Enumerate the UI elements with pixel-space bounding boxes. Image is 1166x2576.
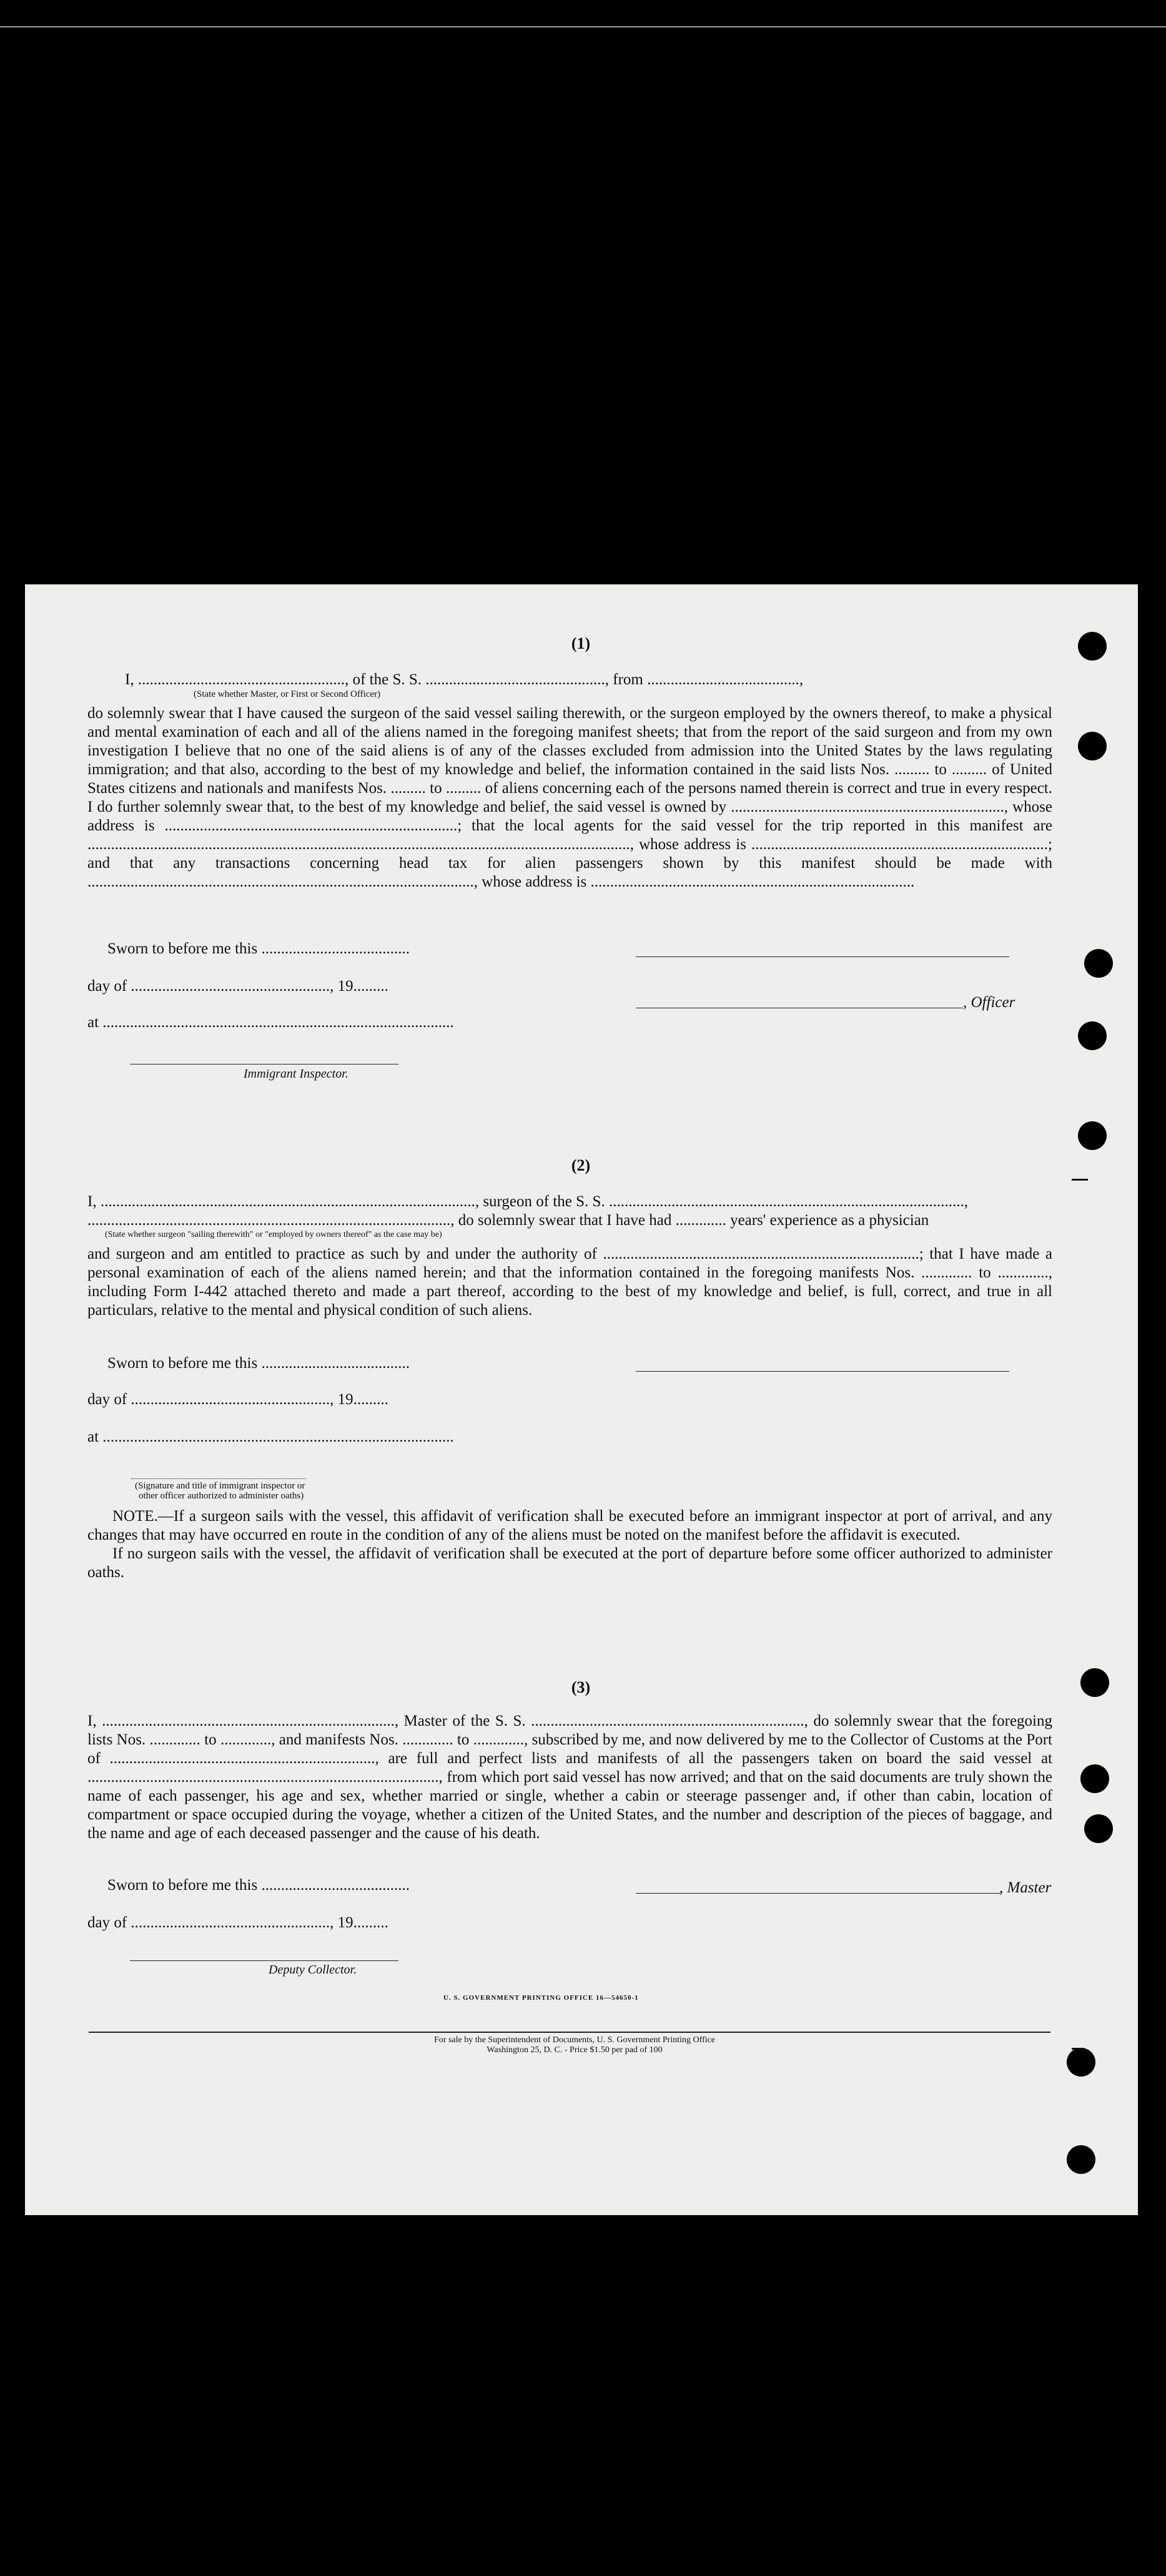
officer-title: , Officer (963, 994, 1015, 1011)
section-2-caption: (State whether surgeon "sailing therewith" or "employed by owners thereof" as the case may be) (105, 1230, 442, 1239)
signature-caption-1: (Signature and title of immigrant inspector or (135, 1481, 305, 1491)
section-2-body (87, 1245, 1052, 1320)
section-2-note (87, 1507, 1052, 1582)
punch-hole (1078, 1021, 1107, 1050)
punch-hole (1067, 2145, 1095, 2174)
note-no-surgeon: If no surgeon sails with the vessel, the affidavit of verification shall be executed at the port of departure before some officer authorized to administer oaths. (87, 1545, 1052, 1581)
section-1-sworn: Sworn to before me this ...................................... (107, 940, 410, 957)
section-3-body (87, 1712, 1052, 1843)
collector-title: Deputy Collector. (269, 1963, 357, 1977)
section-1-at: at .......................................................................................... (87, 1014, 454, 1031)
collector-signature-line (130, 1960, 398, 1961)
section-1-body-text: do solemnly swear that I have caused the surgeon of the said vessel sailing therewith, or the surgeon employed by the owners thereof, to make a physical and mental examination of each and all of the aliens named in the foregoing manifest sheets; that from the report of the said surgeon and from my own investigation I believe that no one of the said aliens is of any of the classes excluded from admission into the United States by the laws regulating immigration; and that also, according to the best of my knowledge and belief, the information contained in the said lists Nos. ......... to ......... of United States citizens and nationals and manifests Nos. ......... to ......... of aliens concerning each of the persons named therein is correct and true in every respect. I do further solemnly swear that, to the best of my knowledge and belief, the said vessel is owned by ......................................................................, whose address is ...........................................................................; that the local agents for the said vessel for the trip reported in this manifest are ..........................................................................................................................................., whose address is ............................................................................; and that any transactions concerning head tax for alien passengers shown by this manifest should be made with ..................................................................................................., whose address is ................................................................................... (87, 705, 1052, 890)
sale-notice-line-1: For sale by the Superintendent of Documents, U. S. Government Printing Office (434, 2035, 715, 2045)
section-2-heading: (2) (571, 1156, 591, 1174)
section-3-sworn: Sworn to before me this ...................................... (107, 1877, 410, 1894)
affidavit-page (25, 584, 1138, 2215)
margin-tick (1072, 2048, 1084, 2050)
margin-tick (1072, 1179, 1088, 1181)
section-2-body-text: and surgeon and am entitled to practice as such by and under the authority of .................................................................................; that I have made a personal examination of each of the aliens named herein; and that the information contained in the foregoing manifests Nos. ............. to ............., including Form I-442 attached thereto and made a part thereof, according to the best of my knowledge and belief, is full, correct, and true in all particulars, relative to the mental and physical condition of such aliens. (87, 1246, 1052, 1319)
section-3-day: day of ..................................................., 19......... (87, 1914, 388, 1931)
punch-hole (1080, 1668, 1109, 1697)
signature-caption-2: other officer authorized to administer oaths) (139, 1491, 304, 1501)
section-1-heading: (1) (571, 634, 591, 652)
punch-hole (1084, 949, 1113, 978)
punch-hole (1084, 1814, 1113, 1843)
punch-hole (1078, 632, 1107, 661)
inspector-title: Immigrant Inspector. (244, 1067, 348, 1081)
master-title: , Master (999, 1879, 1052, 1896)
printer-imprint: U. S. GOVERNMENT PRINTING OFFICE 16—54650-1 (443, 1994, 639, 2002)
top-rule (0, 26, 1166, 27)
punch-hole (1067, 2048, 1095, 2077)
sale-notice-line-2: Washington 25, D. C. - Price $1.50 per pad of 100 (487, 2045, 663, 2055)
section-3-body-text: I, ..........................................................................., Master of the S. S. ......................................................................, do solemnly swear that the foregoing lists Nos. ............. to ............., and manifests Nos. ............. to ............., subscribed by me, and now delivered by me to the Collector of Customs at the Port of ...................................................................., are full and perfect lists and manifests of all the passengers taken on board the said vessel at .........................................................................................., from which port said vessel has now arrived; and that on the said documents are truly shown the name of each passenger, his age and sex, whether married or single, whether a cabin or steerage passenger and, if other than cabin, location of compartment or space occupied during the voyage, whether a citizen of the United States, and the number and description of the pieces of baggage, and the name and age of each deceased passenger and the cause of his death. (87, 1713, 1052, 1842)
section-2-first-line: I, ................................................................................................, surgeon of the S. S. ..........................................................................................., (87, 1193, 968, 1210)
master-signature-line-3 (636, 1893, 1000, 1894)
section-3-heading: (3) (571, 1678, 591, 1696)
authorized-officer-signature-line (131, 1478, 306, 1479)
punch-hole (1078, 1121, 1107, 1150)
section-1-first-line: I, ....................................................., of the S. S. .............................................., from ......................................., (125, 671, 804, 688)
section-1-day: day of ..................................................., 19......... (87, 978, 388, 995)
note-surgeon-sails: NOTE.—If a surgeon sails with the vessel, this affidavit of verification shall be executed before an immigrant inspector at port of arrival, and any changes that may have occurred en route in the condition of any of the aliens must be noted on the manifest before the affidavit is executed. (87, 1508, 1052, 1543)
surgeon-signature-line (636, 1371, 1009, 1372)
section-2-day: day of ..................................................., 19......... (87, 1391, 388, 1408)
section-1-body (87, 704, 1052, 892)
section-2-sworn: Sworn to before me this ...................................... (107, 1355, 410, 1372)
master-signature-line (636, 956, 1009, 957)
footer-rule (89, 2032, 1050, 2033)
section-2-at: at .......................................................................................... (87, 1428, 454, 1445)
sale-notice (275, 2035, 874, 2055)
punch-hole (1080, 1764, 1109, 1793)
punch-hole (1078, 732, 1107, 760)
section-1-caption: (State whether Master, or First or Second Officer) (194, 689, 381, 699)
section-2-second-line: ............................................................................................., do solemnly swear that I have had ............. years' experience as a physician (87, 1212, 929, 1229)
